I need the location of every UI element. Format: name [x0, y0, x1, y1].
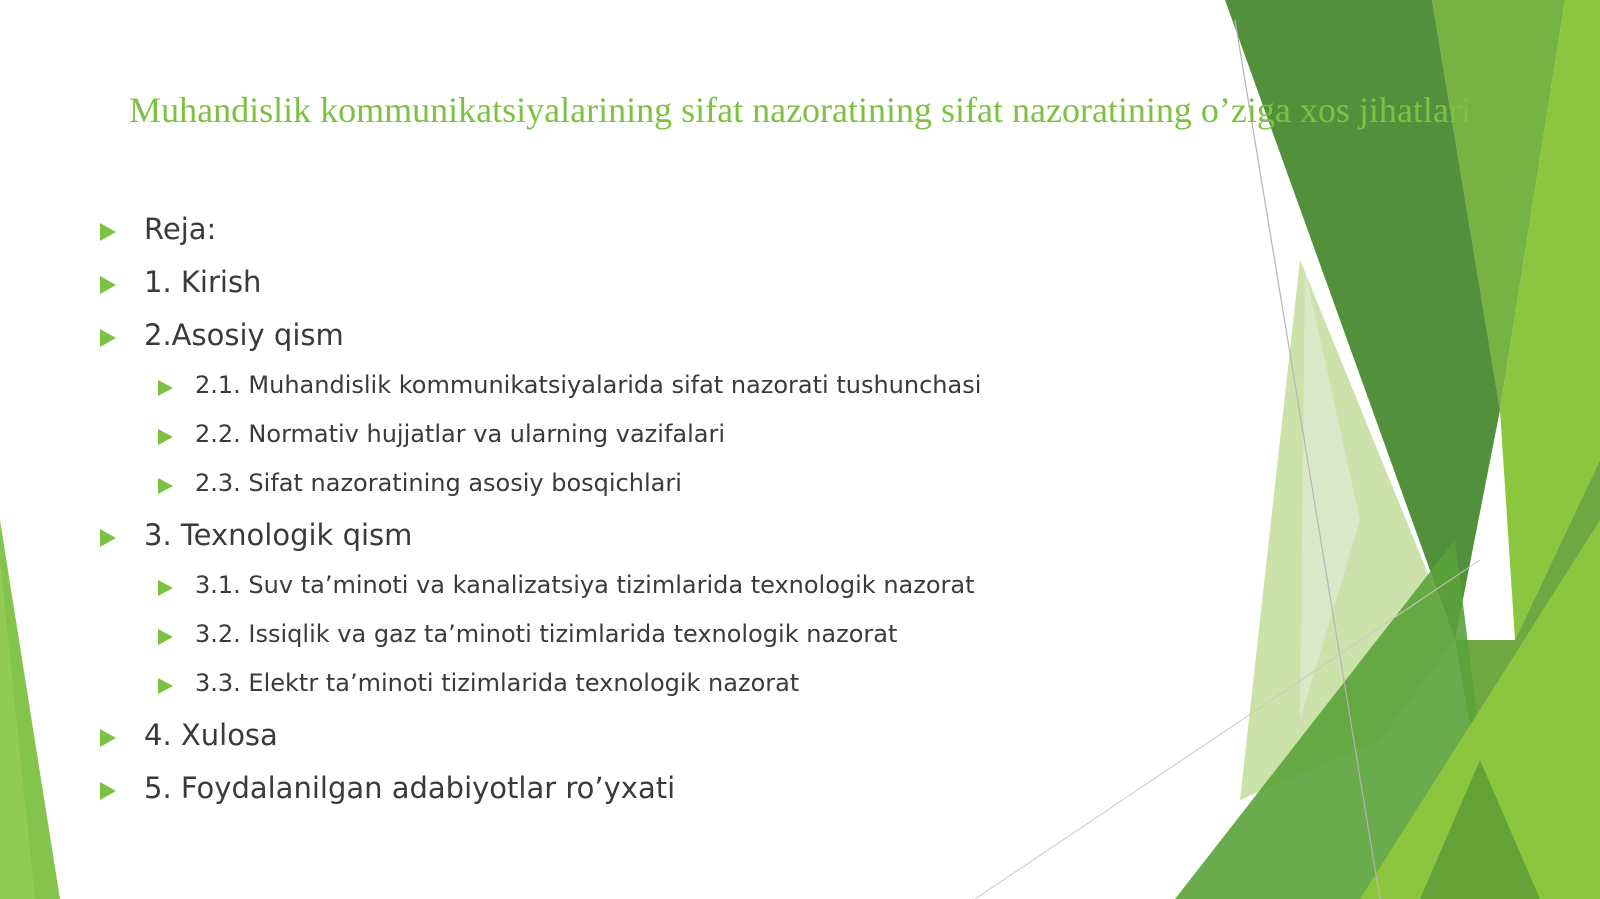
list-subitem: [100, 669, 1200, 718]
slide-title: Muhandislik kommunikatsiyalarining sifat nazoratining sifat nazoratining o’ziga xos jihatlari: [129, 90, 1471, 130]
list-item-text: 3. Texnologik qism: [144, 518, 413, 552]
triangle-bullet-icon: [100, 329, 116, 347]
list-item-text: 1. Kirish: [144, 265, 262, 299]
list-item-text: Reja:: [144, 212, 217, 246]
triangle-bullet-icon: [100, 529, 116, 547]
list-subitem: [100, 371, 1200, 420]
triangle-bullet-icon: [158, 580, 173, 596]
list-subitem: [100, 571, 1200, 620]
triangle-bullet-icon: [100, 223, 116, 241]
triangle-bullet-icon: [100, 729, 116, 747]
triangle-bullet-icon: [158, 478, 173, 494]
list-subitem-text: 3.2. Issiqlik va gaz ta’minoti tizimlarida texnologik nazorat: [195, 620, 898, 648]
list-subitem-text: 2.2. Normativ hujjatlar va ularning vazifalari: [195, 420, 726, 448]
list-subitem-text: 2.1. Muhandislik kommunikatsiyalarida sifat nazorati tushunchasi: [195, 371, 982, 399]
list-item-text: 4. Xulosa: [144, 718, 278, 752]
list-item: [100, 718, 1200, 771]
list-subitem-text: 3.1. Suv ta’minoti va kanalizatsiya tizimlarida texnologik nazorat: [195, 571, 975, 599]
triangle-bullet-icon: [100, 276, 116, 294]
triangle-bullet-icon: [100, 782, 116, 800]
triangle-bullet-icon: [158, 678, 173, 694]
outline-list: [100, 212, 1200, 824]
list-item: [100, 318, 1200, 371]
list-subitem: [100, 620, 1200, 669]
list-subitem-text: 3.3. Elektr ta’minoti tizimlarida texnologik nazorat: [195, 669, 800, 697]
list-subitem-text: 2.3. Sifat nazoratining asosiy bosqichlari: [195, 469, 682, 497]
list-subitem: [100, 420, 1200, 469]
list-item: [100, 771, 1200, 824]
list-item: [100, 212, 1200, 265]
list-item: [100, 518, 1200, 571]
triangle-bullet-icon: [158, 380, 173, 396]
triangle-bullet-icon: [158, 429, 173, 445]
list-item-text: 2.Asosiy qism: [144, 318, 344, 352]
list-item-text: 5. Foydalanilgan adabiyotlar ro’yxati: [144, 771, 676, 805]
list-item: [100, 265, 1200, 318]
triangle-bullet-icon: [158, 629, 173, 645]
list-subitem: [100, 469, 1200, 518]
